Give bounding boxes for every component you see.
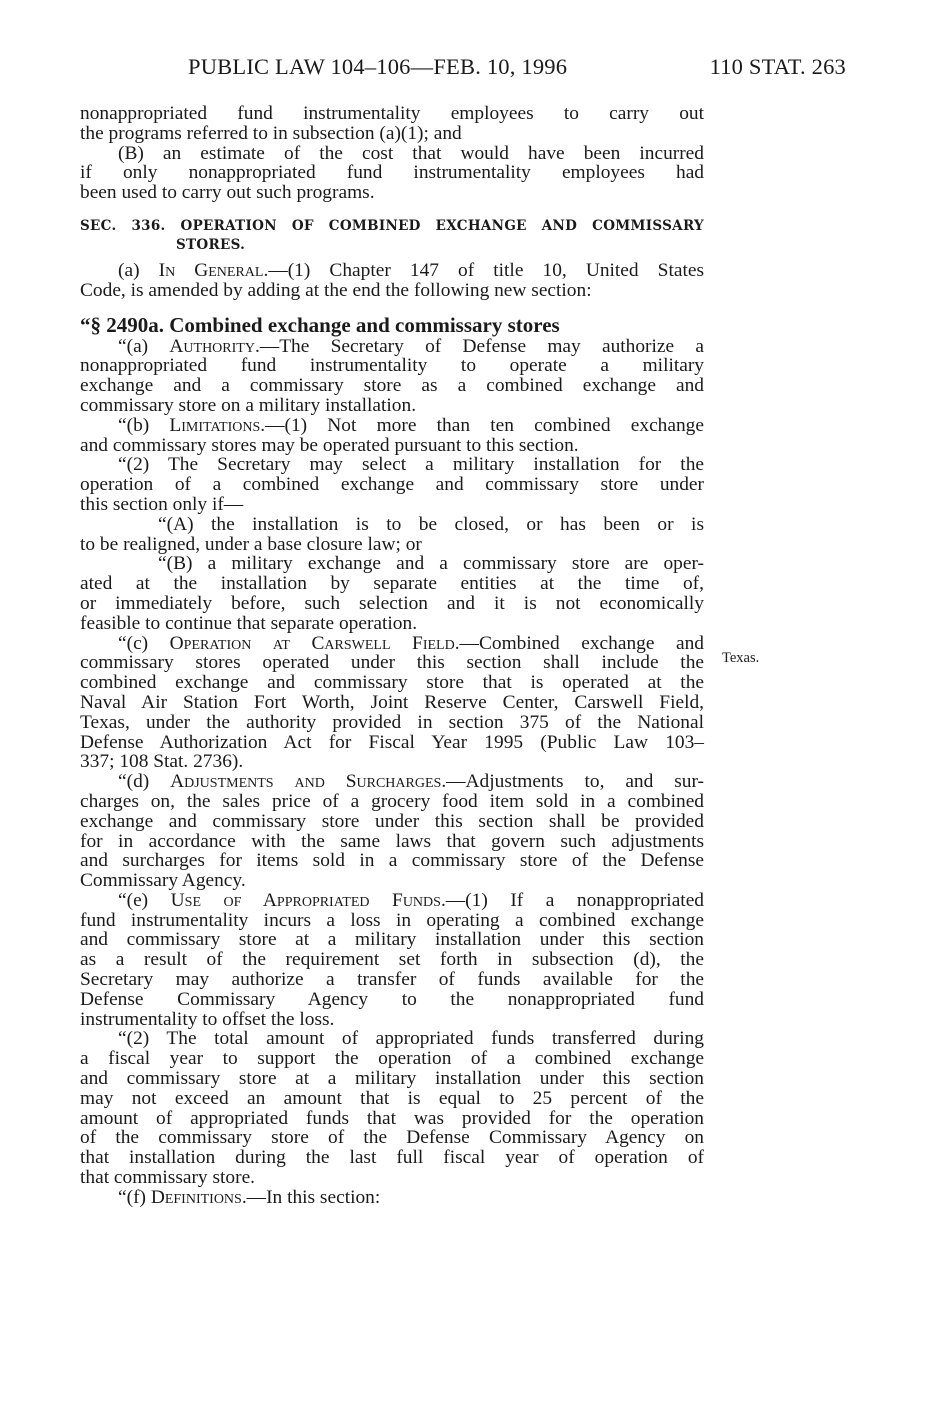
text-line: a fiscal year to support the operation of a combined exchange bbox=[80, 1048, 704, 1070]
text-line: “(A) the installation is to be closed, or has been or is bbox=[158, 513, 704, 535]
text-line: Secretary may authorize a transfer of funds available for the bbox=[80, 969, 704, 991]
text-line: commissary store on a military installation. bbox=[80, 394, 417, 416]
running-head-title: PUBLIC LAW 104–106—FEB. 10, 1996 bbox=[188, 54, 568, 79]
paragraph-heading: Authority bbox=[169, 335, 255, 357]
text-line: charges on, the sales price of a grocery food item sold in a combined bbox=[80, 790, 704, 812]
paragraph-e-line: “(e) Use of Appropriated Funds.—(1) If a nonappropriated bbox=[118, 889, 704, 911]
margin-note: Texas. bbox=[722, 650, 760, 666]
text-line: nonappropriated fund instrumentality employees to carry out bbox=[80, 103, 704, 124]
subsection-heading: In General bbox=[158, 259, 264, 281]
paragraph-heading: Operation at Carswell Field bbox=[169, 632, 455, 654]
text-line: exchange and commissary store under this section shall be provided bbox=[80, 810, 704, 832]
text-line: and surcharges for items sold in a commissary store of the Defense bbox=[80, 850, 704, 872]
text-line: the programs referred to in subsection (a)(1); and bbox=[80, 122, 462, 144]
text-line: amount of appropriated funds that was provided for the operation bbox=[80, 1107, 704, 1129]
text-line: and commissary stores may be operated pursuant to this section. bbox=[80, 434, 579, 456]
text-line: may not exceed an amount that is equal to 25 percent of the bbox=[80, 1087, 704, 1109]
paragraph-heading: Definitions bbox=[150, 1186, 242, 1208]
text-line: instrumentality to offset the loss. bbox=[80, 1008, 335, 1030]
text-line: Defense Commissary Agency to the nonappropriated fund bbox=[80, 988, 704, 1010]
text-line: or immediately before, such selection and it is not economically bbox=[80, 592, 704, 614]
text-line: if only nonappropriated fund instrumentality employees had bbox=[80, 162, 704, 184]
text-line: this section only if— bbox=[80, 493, 244, 515]
new-section-heading: “§ 2490a. Combined exchange and commissary stores bbox=[80, 312, 560, 337]
text-line: ated at the installation by separate entities at the time of, bbox=[80, 573, 704, 595]
text-line: Commissary Agency. bbox=[80, 870, 246, 892]
running-head bbox=[80, 54, 850, 84]
statute-page-number: 110 STAT. 263 bbox=[709, 54, 846, 79]
text-line: feasible to continue that separate operation. bbox=[80, 612, 418, 634]
text-line: and commissary store at a military installation under this section bbox=[80, 929, 704, 951]
paragraph-d-line: “(d) Adjustments and Surcharges.—Adjustments to, and sur- bbox=[118, 771, 704, 793]
paragraph-b-line: “(b) Limitations.—(1) Not more than ten combined exchange bbox=[118, 414, 704, 436]
text-line: commissary stores operated under this section shall include the bbox=[80, 652, 704, 674]
text-line: and commissary store at a military installation under this section bbox=[80, 1068, 704, 1090]
paragraph-heading: Adjustments and Surcharges bbox=[170, 771, 442, 793]
text-line: operation of a combined exchange and commissary store under bbox=[80, 474, 704, 496]
paragraph-f-line: “(f) Definitions.—In this section: bbox=[118, 1186, 381, 1208]
text-line: for in accordance with the same laws that govern such adjustments bbox=[80, 830, 704, 852]
text-line: nonappropriated fund instrumentality to operate a military bbox=[80, 355, 704, 377]
text-line: (B) an estimate of the cost that would have been incurred bbox=[118, 142, 704, 164]
paragraph-a-line: “(a) Authority.—The Secretary of Defense may authorize a bbox=[118, 335, 704, 357]
paragraph-heading: Use of Appropriated Funds bbox=[170, 889, 441, 911]
text-line: Defense Authorization Act for Fiscal Year 1995 (Public Law 103– bbox=[80, 731, 704, 753]
text-line: that installation during the last full fiscal year of operation of bbox=[80, 1147, 704, 1169]
text-line: Naval Air Station Fort Worth, Joint Reserve Center, Carswell Field, bbox=[80, 691, 704, 713]
text-line: “(B) a military exchange and a commissary store are oper- bbox=[158, 553, 704, 575]
text-line: “(2) The Secretary may select a military installation for the bbox=[118, 454, 704, 476]
text-line: of the commissary store of the Defense Commissary Agency on bbox=[80, 1127, 704, 1149]
body-text bbox=[80, 104, 704, 1208]
text-line: to be realigned, under a base closure law; or bbox=[80, 533, 422, 555]
text-line: Texas, under the authority provided in section 375 of the National bbox=[80, 711, 704, 733]
text-line: fund instrumentality incurs a loss in operating a combined exchange bbox=[80, 909, 704, 931]
paragraph-c-line: “(c) Operation at Carswell Field.—Combined exchange and bbox=[118, 632, 704, 654]
text-line: “(2) The total amount of appropriated funds transferred during bbox=[118, 1028, 704, 1050]
text-line: been used to carry out such programs. bbox=[80, 182, 375, 204]
section-heading-continued: STORES. bbox=[176, 236, 246, 253]
section-heading: SEC. 336. OPERATION OF COMBINED EXCHANGE AND COMMISSARY bbox=[80, 217, 704, 234]
text-line: that commissary store. bbox=[80, 1167, 256, 1189]
text-line: as a result of the requirement set forth in subsection (d), the bbox=[80, 949, 704, 971]
text-line: exchange and a commissary store as a combined exchange and bbox=[80, 375, 704, 397]
text-line: combined exchange and commissary store that is operated at the bbox=[80, 672, 704, 694]
subsection-a-line: (a) In General.—(1) Chapter 147 of title 10, United States bbox=[118, 259, 705, 281]
text-line: Code, is amended by adding at the end the following new section: bbox=[80, 279, 592, 301]
text-line: 337; 108 Stat. 2736). bbox=[80, 751, 244, 773]
paragraph-heading: Limitations bbox=[169, 414, 261, 436]
